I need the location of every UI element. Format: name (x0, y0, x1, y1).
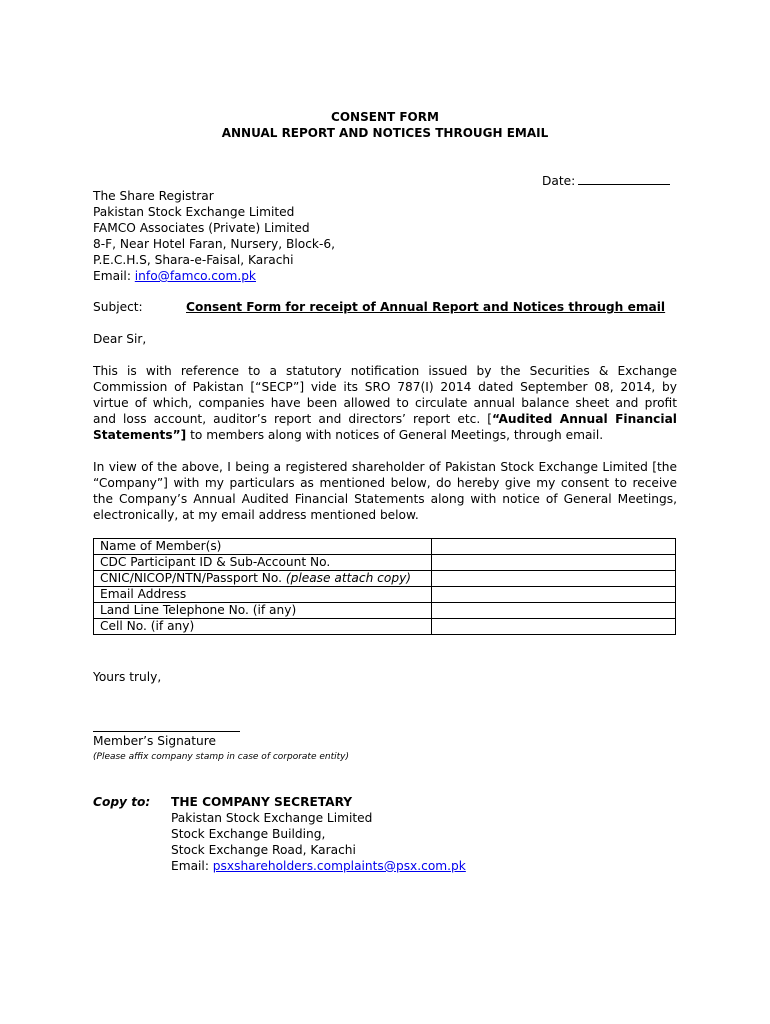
date-label: Date: (542, 174, 576, 188)
table-row (94, 571, 676, 587)
row-value-cell[interactable] (432, 539, 676, 555)
registrar-email-link[interactable]: info@famco.com.pk (134, 269, 256, 283)
consent-paragraph (93, 459, 677, 523)
subject-label: Subject: (93, 300, 143, 314)
table-row (94, 555, 676, 571)
form-title: CONSENT FORM (331, 110, 439, 124)
closing: Yours truly, (93, 670, 162, 684)
paragraph-line: the Company’s Annual Audited Financial Statements along with notice of General Meetings, (93, 492, 677, 506)
paragraph-line: This is with reference to a statutory notification issued by the Securities & Exchange (93, 364, 677, 378)
paragraph-line: Commission of Pakistan [“SECP”] vide its SRO 787(I) 2014 dated September 08, 2014, by (93, 380, 677, 394)
row-label-text: Email Address (100, 587, 187, 601)
paragraph-bold-text: Statements”] (93, 428, 187, 442)
row-label (94, 571, 432, 587)
paragraph-line: In view of the above, I being a registered shareholder of Pakistan Stock Exchange Limited [the (93, 460, 677, 474)
address-line: The Share Registrar (93, 189, 214, 203)
date-blank-line[interactable] (578, 172, 670, 185)
address-line: Stock Exchange Road, Karachi (171, 843, 356, 857)
row-label (94, 587, 432, 603)
row-label-text: CNIC/NICOP/NTN/Passport No. (100, 571, 286, 585)
salutation: Dear Sir, (93, 332, 147, 346)
subject-text: Consent Form for receipt of Annual Report and Notices through email (186, 300, 666, 314)
email-label: Email: (93, 269, 131, 283)
row-label (94, 539, 432, 555)
row-value-cell[interactable] (432, 555, 676, 571)
email-label: Email: (171, 859, 209, 873)
address-line: Stock Exchange Building, (171, 827, 326, 841)
recipient-email-line (93, 268, 335, 284)
copy-to-address (171, 794, 466, 874)
paragraph-line: virtue of which, companies have been allowed to circulate annual balance sheet and profit (93, 396, 677, 410)
table-row (94, 539, 676, 555)
row-value-cell[interactable] (432, 619, 676, 635)
row-label (94, 619, 432, 635)
paragraph-bold-text: “Audited Annual Financial (492, 412, 677, 426)
paragraph-line: “Company”] with my particulars as mentioned below, do hereby give my consent to receive (93, 476, 677, 490)
member-details-table (93, 538, 676, 635)
row-value-cell[interactable] (432, 571, 676, 587)
table-row (94, 587, 676, 603)
address-line: 8-F, Near Hotel Faran, Nursery, Block-6, (93, 237, 336, 251)
row-value-cell[interactable] (432, 603, 676, 619)
signature-note: (Please affix company stamp in case of corporate entity) (93, 752, 349, 762)
address-line: Pakistan Stock Exchange Limited (171, 811, 373, 825)
signature-line[interactable] (93, 731, 240, 732)
row-label-text: CDC Participant ID & Sub-Account No. (100, 555, 331, 569)
row-label-text: Cell No. (if any) (100, 619, 195, 633)
address-line: P.E.C.H.S, Shara-e-Faisal, Karachi (93, 253, 294, 267)
address-line: FAMCO Associates (Private) Limited (93, 221, 310, 235)
table-row (94, 619, 676, 635)
psx-email-link[interactable]: psxshareholders.complaints@psx.com.pk (212, 859, 466, 873)
paragraph-text: to members along with notices of General Meetings, through email. (186, 428, 604, 442)
paragraph-text: and loss account, auditor’s report and directors’ report etc. [ (93, 412, 493, 426)
row-value-cell[interactable] (432, 587, 676, 603)
form-subtitle: ANNUAL REPORT AND NOTICES THROUGH EMAIL (221, 126, 549, 140)
row-label-text: Name of Member(s) (100, 539, 222, 553)
copy-to-label: Copy to: (93, 795, 151, 809)
recipient-address (93, 188, 335, 284)
row-label-note: (please attach copy) (285, 571, 412, 585)
row-label (94, 555, 432, 571)
copy-to-heading: THE COMPANY SECRETARY (171, 795, 353, 809)
signature-label: Member’s Signature (93, 734, 217, 748)
paragraph-line (93, 427, 677, 443)
paragraph-line: electronically, at my email address mentioned below. (93, 508, 419, 522)
address-line: Pakistan Stock Exchange Limited (93, 205, 295, 219)
row-label-text: Land Line Telephone No. (if any) (100, 603, 297, 617)
paragraph-line (93, 411, 677, 427)
reference-paragraph (93, 363, 677, 443)
copy-to-email-line (171, 858, 466, 874)
date-field (542, 172, 670, 189)
row-label (94, 603, 432, 619)
table-row (94, 603, 676, 619)
